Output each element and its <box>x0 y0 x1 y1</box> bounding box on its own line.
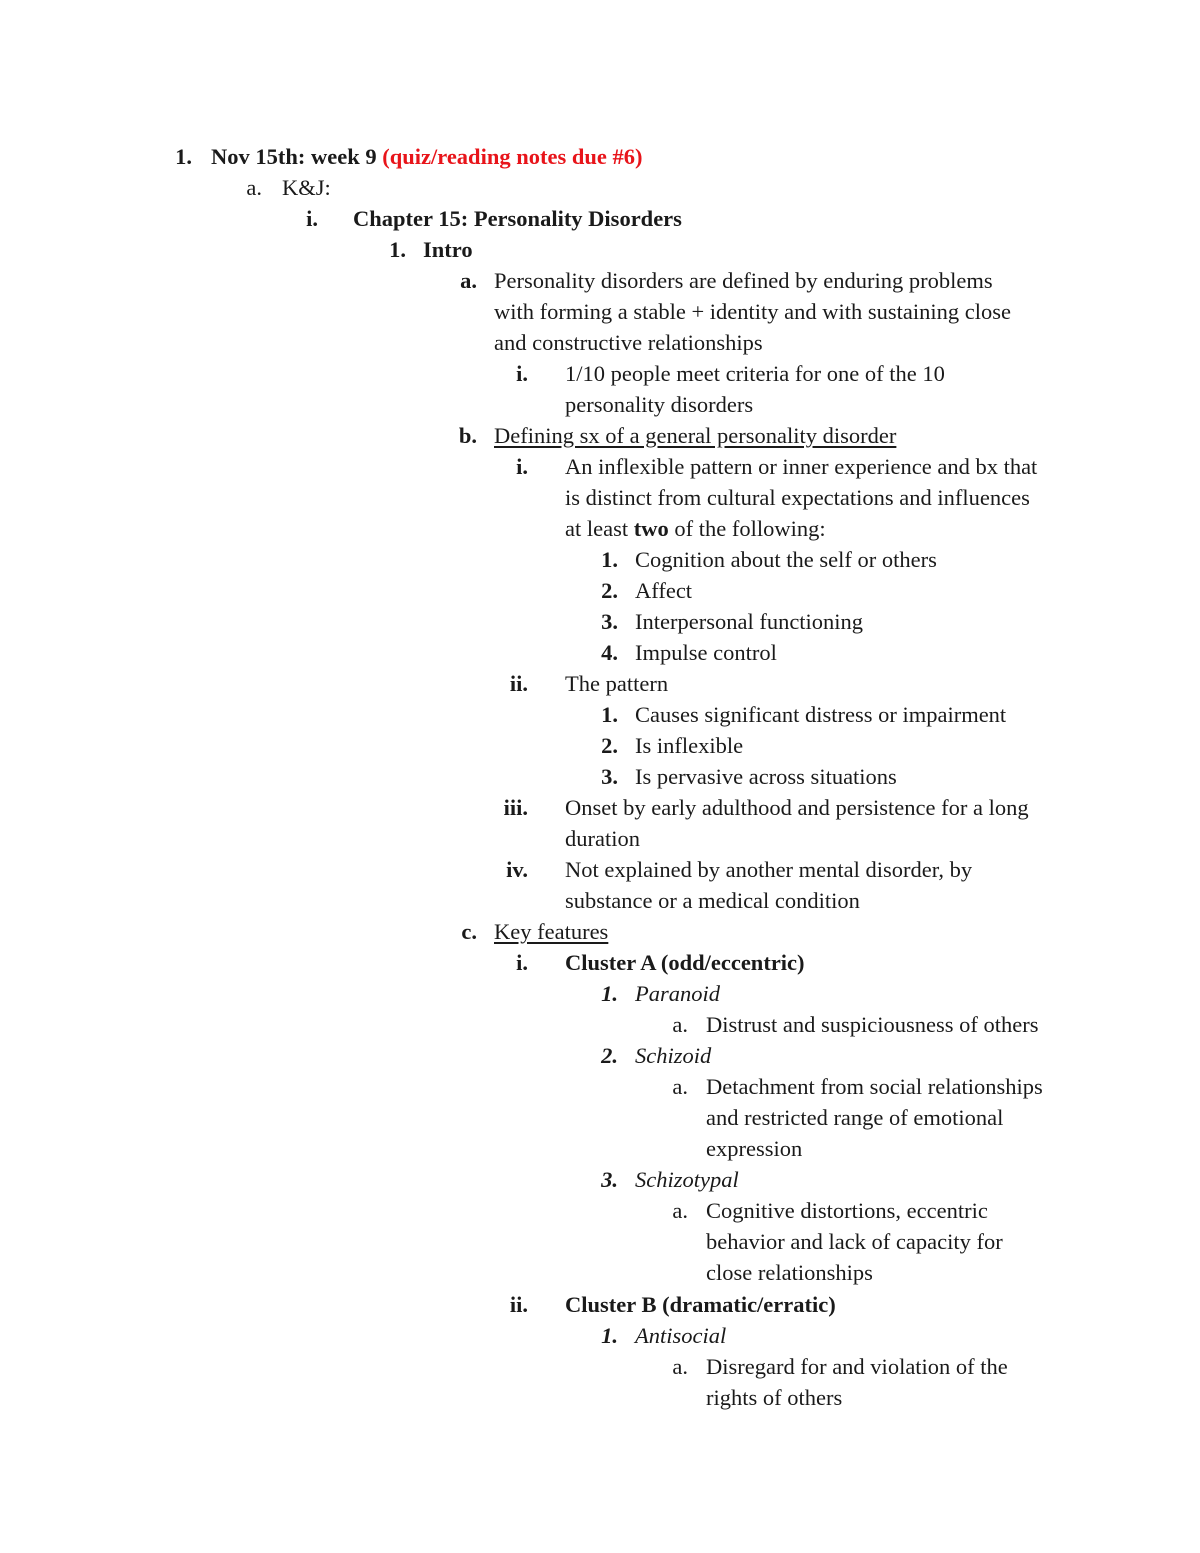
text-line: Onset by early adulthood and persistence for a long <box>565 795 1029 820</box>
list-marker: 1. <box>601 702 618 727</box>
text-line: substance or a medical condition <box>565 888 860 913</box>
disorder-name: Paranoid <box>635 981 721 1006</box>
cluster-title: Cluster A (odd/eccentric) <box>565 950 805 975</box>
text-line: is distinct from cultural expectations and influences <box>565 485 1030 510</box>
text-line: The pattern <box>565 671 669 696</box>
chapter-title: Chapter 15: Personality Disorders <box>353 206 682 231</box>
list-marker: ii. <box>509 671 528 696</box>
list-marker: 3. <box>601 609 618 634</box>
text-line: Is pervasive across situations <box>635 764 897 789</box>
list-marker: a. <box>672 1074 688 1099</box>
list-marker: a. <box>246 175 262 200</box>
text-line: Impulse control <box>635 640 777 665</box>
text-line: Detachment from social relationships <box>706 1074 1043 1099</box>
list-marker: 2. <box>601 1043 618 1068</box>
list-marker: a. <box>460 268 477 293</box>
list-marker: 1. <box>601 981 618 1006</box>
list-marker: 1. <box>601 1323 618 1348</box>
text-line: Interpersonal functioning <box>635 609 864 634</box>
list-marker: a. <box>672 1354 688 1379</box>
text-line: personality disorders <box>565 392 754 417</box>
due-note: (quiz/reading notes due #6) <box>382 144 643 169</box>
list-marker: 3. <box>601 764 618 789</box>
text-line: and restricted range of emotional <box>706 1105 1004 1130</box>
list-marker: ii. <box>509 1292 528 1317</box>
text-line: Distrust and suspiciousness of others <box>706 1012 1039 1037</box>
list-marker: i. <box>516 361 528 386</box>
disorder-name: Schizotypal <box>635 1167 739 1192</box>
emphasis: two <box>633 516 669 541</box>
text-line: and constructive relationships <box>494 330 763 355</box>
list-marker: a. <box>672 1198 688 1223</box>
list-marker: 2. <box>601 733 618 758</box>
text-line: duration <box>565 826 640 851</box>
text-line: Affect <box>635 578 693 603</box>
section-title: Intro <box>423 237 473 262</box>
list-marker: i. <box>516 454 528 479</box>
text-line: 1/10 people meet criteria for one of the 10 <box>565 361 945 386</box>
text-line: Personality disorders are defined by enduring problems <box>494 268 993 293</box>
list-marker: 1. <box>175 144 192 169</box>
list-marker: c. <box>461 919 477 944</box>
list-marker: 1. <box>389 237 406 262</box>
disorder-name: Antisocial <box>635 1323 727 1348</box>
list-marker: i. <box>516 950 528 975</box>
disorder-name: Schizoid <box>635 1043 712 1068</box>
text-line: Disregard for and violation of the <box>706 1354 1008 1379</box>
text-line: expression <box>706 1136 803 1161</box>
text-line: Cognitive distortions, eccentric <box>706 1198 988 1223</box>
cluster-title: Cluster B (dramatic/erratic) <box>565 1292 836 1317</box>
text-line: Is inflexible <box>635 733 744 758</box>
section-heading: Key features <box>494 919 609 944</box>
list-marker: 4. <box>601 640 618 665</box>
week-title: Nov 15th: week 9 <box>211 144 377 169</box>
source-label: K&J: <box>282 175 331 200</box>
text-line: An inflexible pattern or inner experience and bx that <box>565 454 1038 479</box>
section-heading: Defining sx of a general personality disorder <box>494 423 897 448</box>
text-line: behavior and lack of capacity for <box>706 1229 1003 1254</box>
list-marker: a. <box>672 1012 688 1037</box>
list-marker: i. <box>306 206 318 231</box>
text-line: with forming a stable + identity and with sustaining close <box>494 299 1011 324</box>
text-line: at least two of the following: <box>565 516 826 541</box>
list-marker: iv. <box>506 857 528 882</box>
text-line: rights of others <box>706 1385 843 1410</box>
list-marker: b. <box>458 423 477 448</box>
list-marker: 2. <box>601 578 618 603</box>
list-marker: iii. <box>503 795 528 820</box>
text-line: Causes significant distress or impairment <box>635 702 1007 727</box>
list-marker: 3. <box>601 1167 618 1192</box>
list-marker: 1. <box>601 547 618 572</box>
text-line: close relationships <box>706 1260 873 1285</box>
text-line: Cognition about the self or others <box>635 547 937 572</box>
text-line: Not explained by another mental disorder, by <box>565 857 973 882</box>
